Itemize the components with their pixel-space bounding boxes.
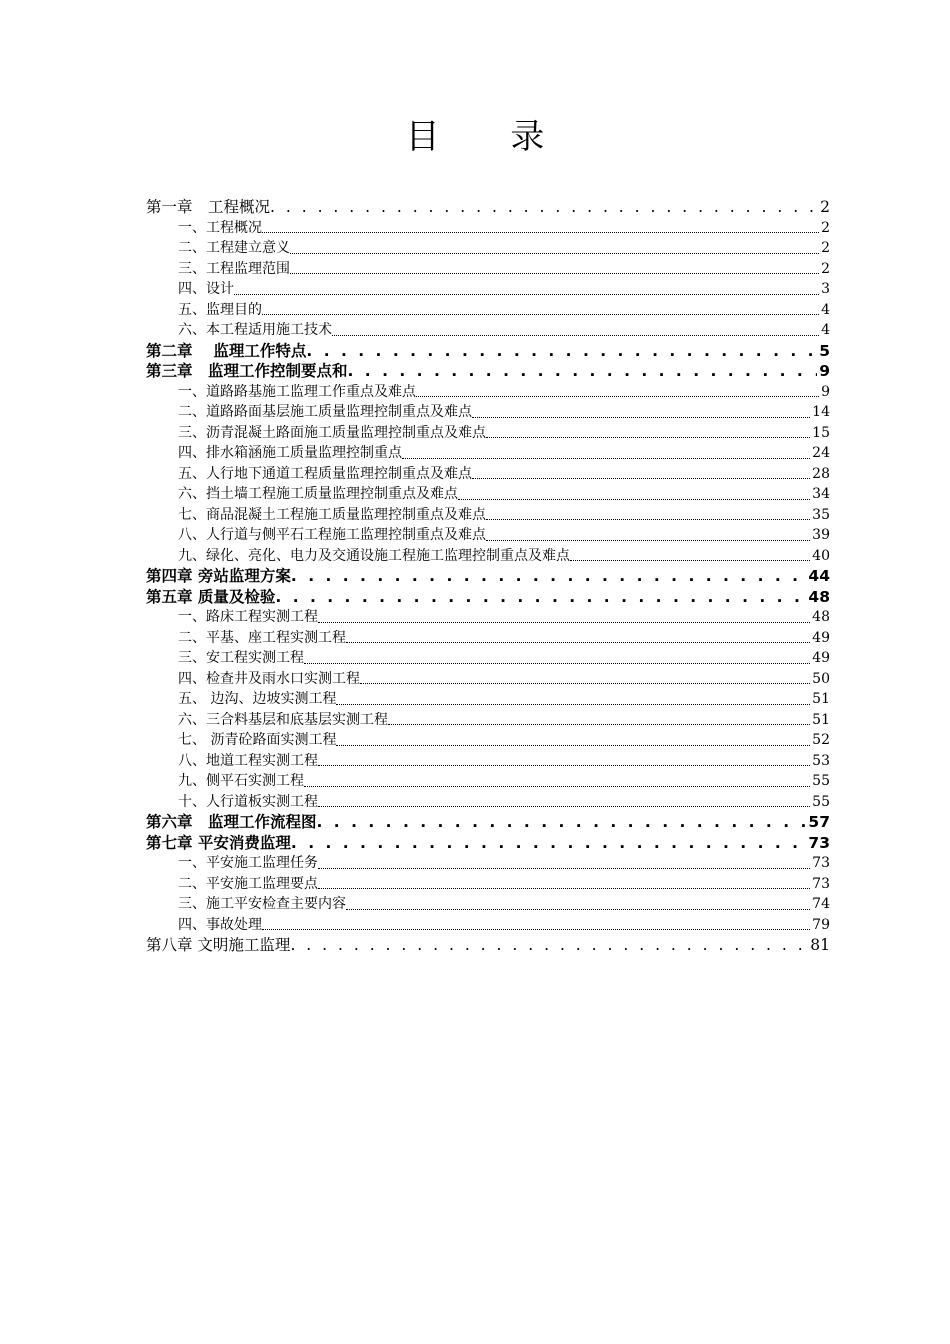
- toc-dot-leader: [290, 273, 819, 274]
- toc-dot-leader: [304, 786, 810, 787]
- toc-page-number: 81: [810, 936, 830, 954]
- toc-dot-leader: [346, 909, 810, 910]
- toc-entry-label: 八、地道工程实测工程: [178, 752, 318, 769]
- toc-dot-leader: [291, 566, 807, 587]
- toc-dot-leader: [290, 253, 819, 254]
- toc-entry-label: 九、侧平石实测工程: [178, 773, 304, 789]
- toc-page-number: 48: [812, 609, 830, 625]
- toc-section-entry[interactable]: [146, 874, 830, 895]
- toc-section-entry[interactable]: [146, 915, 830, 936]
- toc-dot-leader: [290, 935, 808, 956]
- toc-dot-leader: [346, 642, 810, 643]
- toc-page-number: 2: [821, 219, 830, 236]
- toc-section-entry[interactable]: [146, 218, 830, 239]
- toc-dot-leader: [472, 417, 810, 418]
- toc-dot-leader: [262, 232, 819, 233]
- toc-dot-leader: [262, 929, 810, 930]
- toc-entry-label: 四、排水箱涵施工质量监理控制重点: [178, 445, 402, 461]
- toc-section-entry[interactable]: [146, 669, 830, 690]
- toc-dot-leader: [234, 294, 819, 295]
- toc-dot-leader: [318, 868, 810, 869]
- toc-dot-leader: [318, 806, 810, 807]
- toc-dot-leader: [318, 765, 810, 766]
- toc-entry-label: 七、 沥青砼路面实测工程: [178, 732, 337, 748]
- toc-dot-leader: [570, 560, 810, 561]
- toc-section-entry[interactable]: [146, 464, 830, 485]
- toc-entry-label: 八、人行道与侧平石工程施工监理控制重点及难点: [178, 527, 486, 543]
- toc-entry-label: 第五章 质量及检验: [146, 587, 276, 606]
- toc-dot-leader: [332, 335, 819, 336]
- toc-entry-label: 七、商品混凝土工程施工质量监理控制重点及难点: [178, 506, 486, 523]
- toc-entry-label: 三、施工平安检查主要内容: [178, 896, 346, 912]
- toc-dot-leader: [275, 587, 806, 608]
- toc-dot-leader: [486, 540, 810, 541]
- toc-page-number: 49: [812, 650, 830, 666]
- toc-entry-label: 二、平基、座工程实测工程: [178, 629, 346, 646]
- toc-entry-label: 一、道路路基施工监理工作重点及难点: [178, 383, 416, 400]
- toc-page-number: 28: [812, 465, 830, 482]
- toc-entry-label: 第三章 监理工作控制要点和: [146, 362, 348, 380]
- toc-section-entry[interactable]: [146, 484, 830, 505]
- toc-section-entry[interactable]: [146, 628, 830, 649]
- toc-page-number: 15: [812, 424, 830, 441]
- toc-page-number: 55: [812, 793, 830, 810]
- toc-page-number: 4: [821, 322, 830, 338]
- toc-page-number: 9: [821, 383, 830, 400]
- toc-entry-label: 一、平安施工监理任务: [178, 855, 318, 871]
- toc-entry-label: 二、工程建立意义: [178, 240, 290, 256]
- toc-page-number: 39: [812, 527, 830, 543]
- toc-dot-leader: [306, 341, 817, 362]
- toc-dot-leader: [458, 499, 810, 500]
- toc-page-number: 73: [812, 875, 830, 892]
- toc-section-entry[interactable]: [146, 792, 830, 813]
- toc-dot-leader: [291, 833, 807, 854]
- toc-entry-label: 五、监理目的: [178, 301, 262, 318]
- toc-section-entry[interactable]: [146, 607, 830, 628]
- toc-entry-label: 三、工程监理范围: [178, 260, 290, 277]
- toc-page-number: 34: [812, 486, 830, 502]
- toc-section-entry[interactable]: [146, 238, 830, 259]
- toc-dot-leader: [318, 888, 810, 889]
- toc-chapter-entry[interactable]: [146, 935, 830, 956]
- toc-page-number: 5: [819, 341, 830, 360]
- toc-page-number: 2: [821, 240, 830, 256]
- toc-page-number: 50: [812, 670, 830, 687]
- toc-page-number: 73: [812, 855, 830, 871]
- toc-page-number: 48: [808, 587, 830, 606]
- toc-entry-label: 第四章 旁站监理方案: [146, 567, 291, 585]
- toc-section-entry[interactable]: [146, 505, 830, 526]
- toc-entry-label: 十、人行道板实测工程: [178, 793, 318, 810]
- toc-dot-leader: [262, 314, 819, 315]
- toc-dot-leader: [388, 724, 810, 725]
- toc-entry-label: 第八章 文明施工监理: [146, 936, 291, 954]
- toc-entry-label: 第一章 工程概况: [146, 198, 271, 216]
- toc-dot-leader: [318, 622, 810, 623]
- toc-section-entry[interactable]: [146, 443, 830, 464]
- toc-entry-label: 六、三合料基层和底基层实测工程: [178, 711, 388, 728]
- toc-page-number: 55: [812, 773, 830, 789]
- toc-page-number: 2: [820, 198, 830, 216]
- toc-page-number: 44: [808, 567, 830, 585]
- toc-page-number: 73: [808, 833, 830, 852]
- toc-page-number: 79: [812, 916, 830, 933]
- toc-page-number: 57: [808, 813, 830, 831]
- toc-dot-leader: [486, 437, 810, 438]
- toc-section-entry[interactable]: [146, 546, 830, 567]
- toc-section-entry[interactable]: [146, 402, 830, 423]
- toc-dot-leader: [360, 683, 810, 684]
- toc-section-entry[interactable]: [146, 648, 830, 669]
- toc-section-entry[interactable]: [146, 751, 830, 772]
- toc-dot-leader: [348, 361, 818, 382]
- toc-entry-label: 九、绿化、亮化、电力及交通设施工程施工监理控制重点及难点: [178, 547, 570, 564]
- toc-entry-label: 三、安工程实测工程: [178, 650, 304, 666]
- toc-chapter-entry[interactable]: [146, 566, 830, 587]
- toc-dot-leader: [270, 197, 818, 218]
- toc-page-number: 53: [812, 752, 830, 769]
- toc-entry-label: 第六章 监理工作流程图: [146, 813, 317, 831]
- table-of-contents: [146, 197, 830, 956]
- toc-dot-leader: [486, 519, 810, 520]
- toc-entry-label: 第二章 监理工作特点: [146, 341, 307, 360]
- toc-chapter-entry[interactable]: [146, 341, 830, 362]
- toc-dot-leader: [416, 396, 819, 397]
- toc-dot-leader: [317, 812, 807, 833]
- toc-page-number: 51: [812, 711, 830, 728]
- toc-page-number: 4: [821, 301, 830, 318]
- toc-page-number: 35: [812, 506, 830, 523]
- toc-dot-leader: [304, 663, 810, 664]
- toc-section-entry[interactable]: [146, 853, 830, 874]
- toc-entry-label: 第七章 平安消费监理: [146, 833, 291, 852]
- toc-chapter-entry[interactable]: [146, 833, 830, 854]
- toc-section-entry[interactable]: [146, 894, 830, 915]
- toc-section-entry[interactable]: [146, 382, 830, 403]
- toc-chapter-entry[interactable]: [146, 197, 830, 218]
- toc-page-number: 40: [812, 547, 830, 564]
- toc-chapter-entry[interactable]: [146, 812, 830, 833]
- toc-entry-label: 五、 边沟、边坡实测工程: [178, 691, 337, 707]
- toc-page-number: 14: [812, 404, 830, 420]
- toc-dot-leader: [336, 704, 810, 705]
- toc-section-entry[interactable]: [146, 320, 830, 341]
- toc-section-entry[interactable]: [146, 771, 830, 792]
- toc-chapter-entry[interactable]: [146, 587, 830, 608]
- toc-entry-label: 六、挡土墙工程施工质量监理控制重点及难点: [178, 486, 458, 502]
- toc-entry-label: 四、设计: [178, 281, 234, 297]
- toc-page-number: 24: [812, 445, 830, 461]
- toc-section-entry[interactable]: [146, 259, 830, 280]
- toc-page-number: 52: [812, 732, 830, 748]
- toc-section-entry[interactable]: [146, 689, 830, 710]
- toc-entry-label: 三、沥青混凝土路面施工质量监理控制重点及难点: [178, 424, 486, 441]
- toc-section-entry[interactable]: [146, 710, 830, 731]
- toc-section-entry[interactable]: [146, 730, 830, 751]
- toc-entry-label: 二、平安施工监理要点: [178, 875, 318, 892]
- toc-section-entry[interactable]: [146, 423, 830, 444]
- page-title: 目 录: [405, 117, 575, 157]
- toc-dot-leader: [472, 478, 810, 479]
- toc-entry-label: 四、事故处理: [178, 916, 262, 933]
- toc-page-number: 49: [812, 629, 830, 646]
- toc-section-entry[interactable]: [146, 525, 830, 546]
- toc-section-entry[interactable]: [146, 279, 830, 300]
- toc-entry-label: 二、道路路面基层施工质量监理控制重点及难点: [178, 404, 472, 420]
- toc-page-number: 74: [812, 896, 830, 912]
- toc-dot-leader: [336, 745, 810, 746]
- toc-page-number: 2: [821, 260, 830, 277]
- toc-section-entry[interactable]: [146, 300, 830, 321]
- toc-page-number: 3: [821, 281, 830, 297]
- toc-entry-label: 四、检查井及雨水口实测工程: [178, 670, 360, 687]
- toc-entry-label: 一、工程概况: [178, 219, 262, 236]
- toc-entry-label: 一、路床工程实测工程: [178, 609, 318, 625]
- toc-chapter-entry[interactable]: [146, 361, 830, 382]
- toc-page-number: 9: [819, 362, 830, 380]
- toc-page-number: 51: [812, 691, 830, 707]
- toc-entry-label: 六、本工程适用施工技术: [178, 322, 332, 338]
- toc-entry-label: 五、人行地下通道工程质量监理控制重点及难点: [178, 465, 472, 482]
- toc-dot-leader: [402, 458, 810, 459]
